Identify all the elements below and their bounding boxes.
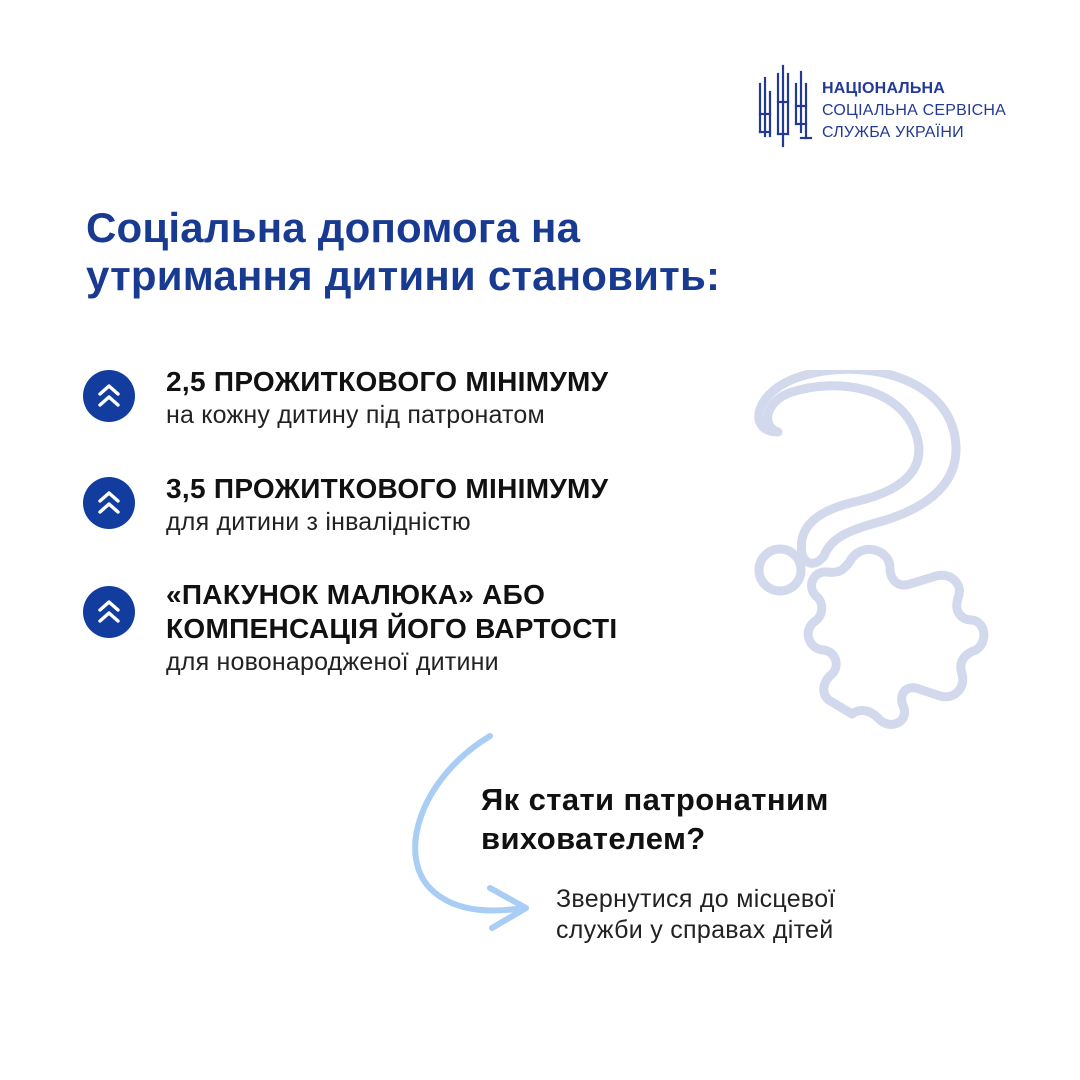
brand-name-line: СЛУЖБА УКРАЇНИ: [822, 124, 964, 141]
benefit-title: КОМПЕНСАЦІЯ ЙОГО ВАРТОСТІ: [166, 613, 618, 644]
brand-name: [822, 78, 1006, 144]
answer-text: [556, 884, 836, 946]
question-heading: [481, 780, 829, 858]
double-chevron-up-icon: [83, 586, 135, 638]
double-chevron-up-icon: [83, 477, 135, 529]
benefit-text: [166, 365, 608, 431]
nssu-logo-mark-icon: [756, 62, 814, 150]
page-title: [86, 204, 720, 300]
puzzle-piece-icon: [808, 549, 984, 724]
benefit-text: [166, 578, 618, 678]
double-chevron-up-icon: [83, 370, 135, 422]
benefit-item: [83, 472, 743, 542]
question-line: Як стати патронатним: [481, 782, 829, 817]
benefit-note: на кожну дитину під патронатом: [166, 401, 545, 429]
page-title-line: утримання дитини становить:: [86, 252, 721, 299]
nssu-logo: [756, 62, 1046, 152]
benefit-note: для дитини з інвалідністю: [166, 508, 471, 536]
question-mark-dot-icon: [759, 549, 801, 591]
benefit-item: [83, 578, 743, 682]
question-line: вихователем?: [481, 821, 706, 856]
illustration: [740, 370, 1000, 730]
brand-name-line: СОЦІАЛЬНА СЕРВІСНА: [822, 102, 1007, 119]
benefit-item: [83, 365, 743, 435]
benefit-note: для новонародженої дитини: [166, 648, 499, 676]
question-mark-icon: [759, 370, 956, 563]
brand-name-line: НАЦІОНАЛЬНА: [822, 80, 946, 97]
benefit-title: 2,5 ПРОЖИТКОВОГО МІНІМУМУ: [166, 366, 609, 397]
page-title-line: Соціальна допомога на: [86, 204, 581, 251]
answer-line: Звернутися до місцевої: [556, 885, 836, 913]
answer-line: служби у справах дітей: [556, 916, 834, 944]
benefit-text: [166, 472, 608, 538]
benefit-title: «ПАКУНОК МАЛЮКА» АБО: [166, 579, 546, 610]
benefit-title: 3,5 ПРОЖИТКОВОГО МІНІМУМУ: [166, 473, 609, 504]
